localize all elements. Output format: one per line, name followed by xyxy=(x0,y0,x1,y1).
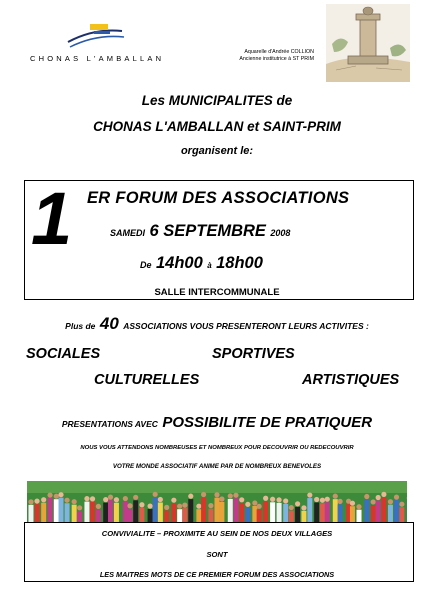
big-number: 1 xyxy=(31,177,73,260)
assoc-suffix: ASSOCIATIONS VOUS PRESENTERONT LEURS ACTIVITES : xyxy=(123,321,369,331)
credit-line-1: Aquarelle d'Andrée COLLION xyxy=(244,49,314,55)
event-time xyxy=(140,254,263,273)
time-start: 14h00 xyxy=(155,254,203,272)
crowd-photo-image xyxy=(27,481,407,527)
forum-title: ER FORUM DES ASSOCIATIONS xyxy=(87,189,350,207)
time-separator: à xyxy=(207,261,212,270)
closing-line-1: CONVIVIALITE – PROXIMITE AU SEIN DE NOS DEUX VILLAGES xyxy=(101,529,333,538)
monument-painting-image xyxy=(326,4,410,82)
associations-line xyxy=(0,314,434,334)
closing-line-3: LES MAITRES MOTS DE CE PREMIER FORUM DES ASSOCIATIONS xyxy=(99,570,335,579)
chonas-logo-icon xyxy=(64,22,126,50)
event-date xyxy=(110,222,290,241)
assoc-count: 40 xyxy=(99,314,119,333)
date-year: 2008 xyxy=(270,228,291,238)
intro-line-1: Les MUNICIPALITES de xyxy=(141,93,293,108)
date-main: 6 SEPTEMBRE xyxy=(149,222,266,240)
date-prefix: SAMEDI xyxy=(110,228,146,238)
intro-line-2: CHONAS L'AMBALLAN et SAINT-PRIM xyxy=(93,119,341,134)
invitation-line-2: VOTRE MONDE ASSOCIATIF ANIME PAR DE NOMBREUX BENEVOLES xyxy=(112,463,322,470)
category-culturelles: CULTURELLES xyxy=(94,372,200,388)
event-venue: SALLE INTERCOMMUNALE xyxy=(154,287,280,298)
logo-text: CHONAS L'AMBALLAN xyxy=(30,54,165,63)
time-prefix: De xyxy=(140,260,152,270)
practice-prefix: PRESENTATIONS AVEC xyxy=(61,419,158,429)
invitation-line-1: NOUS VOUS ATTENDONS NOMBREUSES ET NOMBREUX POUR DECOUVRIR OU REDECOUVRIR xyxy=(80,445,354,451)
practice-main: POSSIBILITE DE PRATIQUER xyxy=(162,414,373,431)
intro-line-3: organisent le: xyxy=(180,145,254,157)
category-sociales: SOCIALES xyxy=(26,346,101,362)
category-artistiques: ARTISTIQUES xyxy=(302,372,400,388)
time-end: 18h00 xyxy=(216,254,263,272)
closing-line-2: SONT xyxy=(206,550,228,559)
credit-line-2: Ancienne institutrice à ST PRIM xyxy=(239,56,314,62)
category-sportives: SPORTIVES xyxy=(212,346,295,362)
practice-line xyxy=(0,414,434,432)
assoc-prefix: Plus de xyxy=(65,321,96,331)
painting-credit xyxy=(186,49,314,63)
